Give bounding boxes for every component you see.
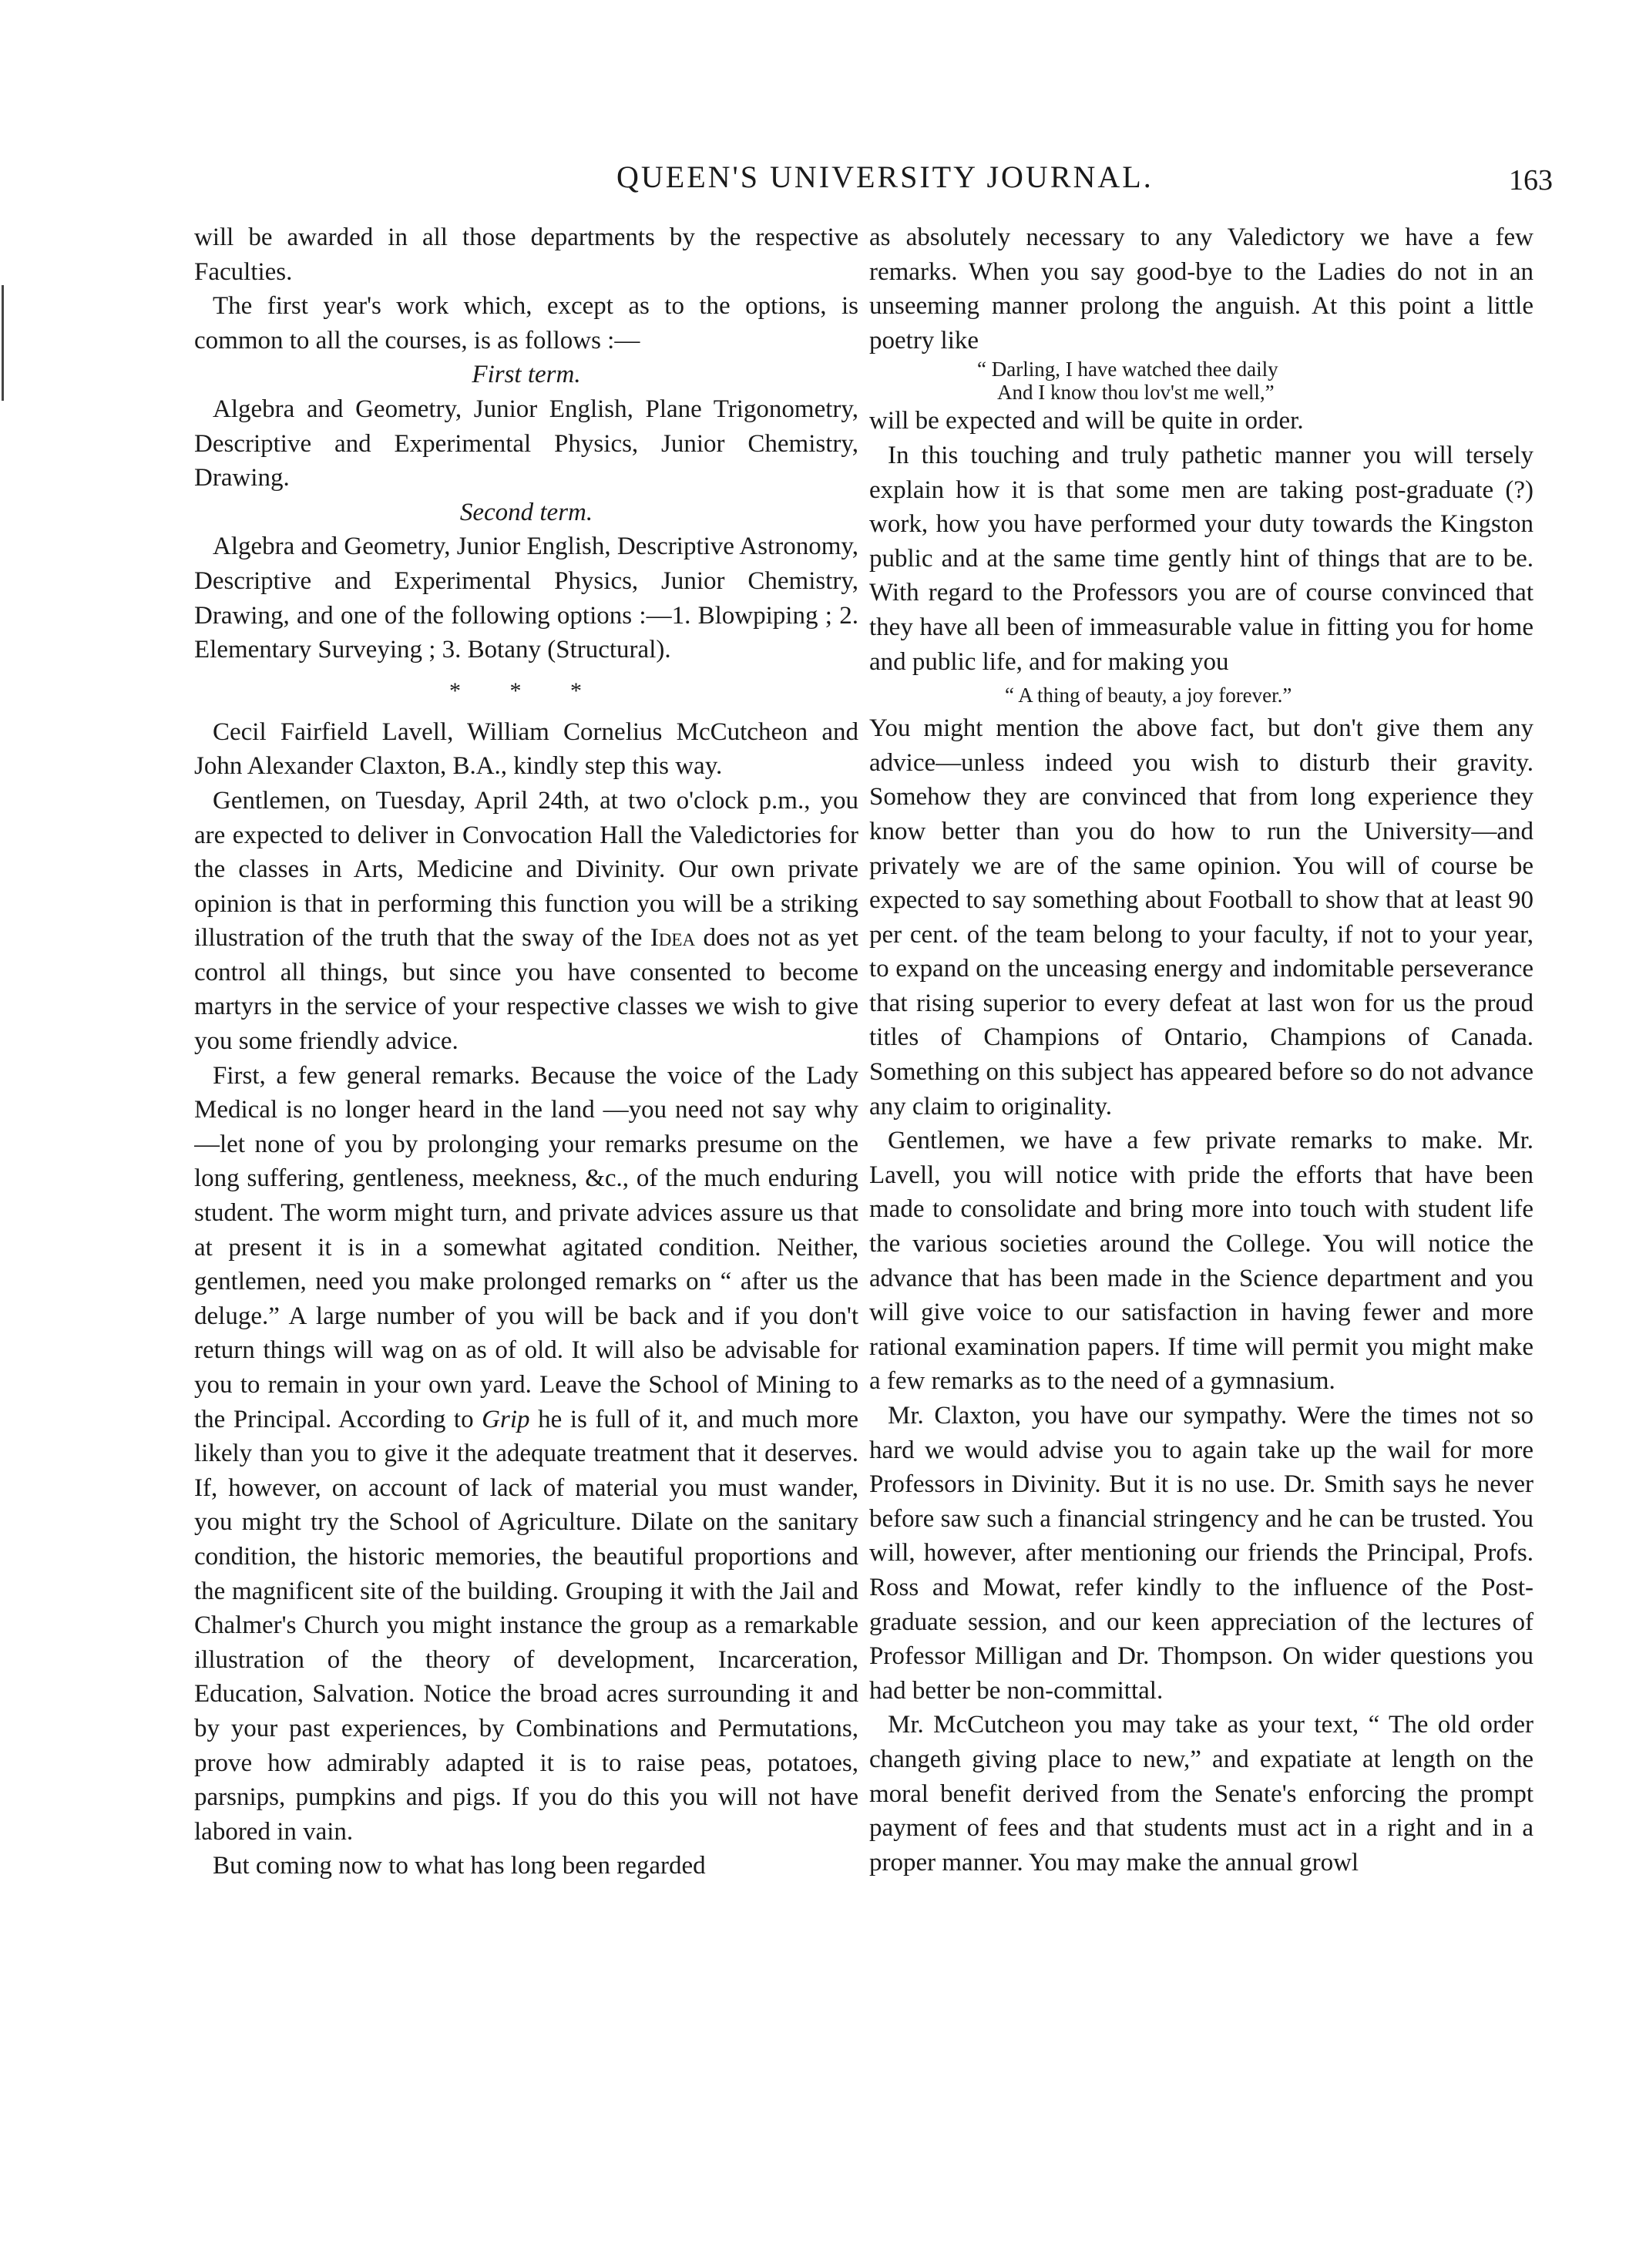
first-term-heading: First term. [472, 361, 581, 389]
verse-line-thing-of-beauty: “ A thing of beauty, a joy forever.” [1005, 684, 1292, 707]
grip-word: Grip [482, 1405, 530, 1433]
paragraph-first-year: The first year's work which, except as to the options, is common to all the courses, is as follows :— [194, 292, 858, 354]
verse-line-darling: “ Darling, I have watched thee daily [977, 358, 1278, 381]
paragraph-touching-manner: In this touching and truly pathetic manner you will tersely explain how it is that some men are taking post-graduate (?) work, how you have performed your duty towards the Kingston public and at the same time gently hint of things that are to be. With regard to the Professors you are of course convinced that they have all been of immeasurable value in fitting you for home and public life, and for making you [869, 441, 1533, 676]
paragraph-football: You might mention the above fact, but don't give them any advice—unless indeed you wish to disturb their gravity. Somehow they are convinced that from long experience they know better than you do how to run the University—and privately we are of the same opinion. You will of course be expected to say something about Football to show that at least 90 per cent. of the team belong to your faculty, if not to your year, to expand on the unceasing energy and indomitable perseverance that rising superior to every defeat at last won for us the proud titles of Champions of Ontario, Champions of Canada. Something on this subject has appeared before so do not advance any claim to originality. [869, 714, 1533, 1121]
verse-line-know: And I know thou lov'st me well,” [997, 381, 1275, 405]
general-remarks-text-a: First, a few general remarks. Because the voice of the Lady Medical is no longer heard in the land —you need not say why—let none of you by prolonging your remarks presume on the long suffering, gentleness, meekness, &c., of the much enduring student. The worm might turn, and private advices assure us that at present it is in a somewhat agitated condition. Neither, gentlemen, need you make prolonged remarks on “ after us the deluge.” A large number of you will be back and if you don't return things will wag on as of old. It will also be advisable for you to remain in your own yard. Leave the School of Mining to the Principal. According to [194, 1061, 858, 1433]
paragraph-mr-claxton: Mr. Claxton, you have our sympathy. Were the times not so hard we would advise you to again take up the wail for more Professors in Divinity. But it is no use. Dr. Smith says he never before saw such a financial stringency and he can be trusted. You will, however, after mentioning our friends the Principal, Profs. Ross and Mowat, refer kindly to the influence of the Post-graduate session, and our keen appreciation of the lectures of Professor Milligan and Dr. Thompson. On wider questions you had better be non-committal. [869, 1402, 1533, 1705]
paragraph-mr-lavell: Gentlemen, we have a few private remarks to make. Mr. Lavell, you will notice with pride the efforts that have been made to consolidate and bring more into touch with student life the various societies around the College. You will notice the advance that has been made in the Science department and you will give voice to our satisfaction in having fewer and more rational examination papers. If time will permit you might make a few remarks as to the need of a gymnasium. [869, 1127, 1533, 1396]
paragraph-coming-now: But coming now to what has long been regarded [213, 1852, 706, 1880]
convocation-text-a: Gentlemen, on Tuesday, April 24th, at two o'clock p.m., you are expected to deliver in Convocation Hall the Valedictories for the classes in Arts, Medicine and Divinity. Our own private opinion is that in performing this function you will be a striking illustration of the truth that the sway of the [194, 786, 858, 953]
paragraph-valedictorians: Cecil Fairfield Lavell, William Cornelius McCutcheon and John Alexander Claxton, B.A., kindly step this way. [194, 717, 858, 781]
convocation-text-b: does not as yet control all things, but since you have consented to become martyrs in the service of your respective classes we wish to give you some friendly advice. [194, 924, 858, 1056]
running-header [0, 157, 1646, 197]
idea-word: Idea [650, 924, 696, 953]
page-number: 163 [1509, 164, 1553, 197]
section-asterism: * * * [449, 677, 603, 704]
binding-edge [2, 285, 4, 401]
paragraph-in-order: will be expected and will be quite in order. [869, 407, 1304, 435]
second-term-courses: Algebra and Geometry, Junior English, Descriptive Astronomy, Descriptive and Experimental Physics, Junior Chemistry, Drawing, and one of the following options :—1. Blowpiping ; 2. Elementary Surveying ; 3. Botany (Structural). [194, 533, 858, 664]
paragraph-convocation [194, 784, 858, 1059]
paragraph-valedictory-remarks: as absolutely necessary to any Valedictory we have a few remarks. When you say good-bye to the Ladies do not in an unseeming manner prolong the anguish. At this point a little poetry like [869, 223, 1533, 354]
paragraph-mr-mccutcheon: Mr. McCutcheon you may take as your text, “ The old order changeth giving place to new,” and expatiate at length on the moral benefit derived from the Senate's enforcing the prompt payment of fees and that students must act in a right and in a proper manner. You may make the annual growl [869, 1711, 1533, 1877]
right-column [869, 220, 1533, 2193]
second-term-heading: Second term. [459, 498, 593, 526]
general-remarks-text-b: he is full of it, and much more likely than you to give it the adequate treatment that it deserves. If, however, on account of lack of material you must wander, you might try the School of Agriculture. Dilate on the sanitary condition, the historic memories, the beautiful proportions and the magnificent site of the building. Grouping it with the Jail and Chalmer's Church you might instance the group as a remarkable illustration of the theory of development, Incarceration, Education, Salvation. Notice the broad acres surrounding it and by your past experiences, by Combinations and Permutations, prove how admirably adapted it is to raise peas, potatoes, parsnips, pumpkins and pigs. If you do this you will not have labored in vain. [194, 1405, 858, 1846]
paragraph-general-remarks [194, 1059, 858, 1850]
left-column [194, 220, 858, 2193]
first-term-courses: Algebra and Geometry, Junior English, Plane Trigonometry, Descriptive and Experimental Physics, Junior Chemistry, Drawing. [194, 395, 858, 492]
paragraph-departments: will be awarded in all those departments by the respective Faculties. [194, 223, 858, 286]
journal-title: QUEEN'S UNIVERSITY JOURNAL. [616, 160, 1154, 194]
